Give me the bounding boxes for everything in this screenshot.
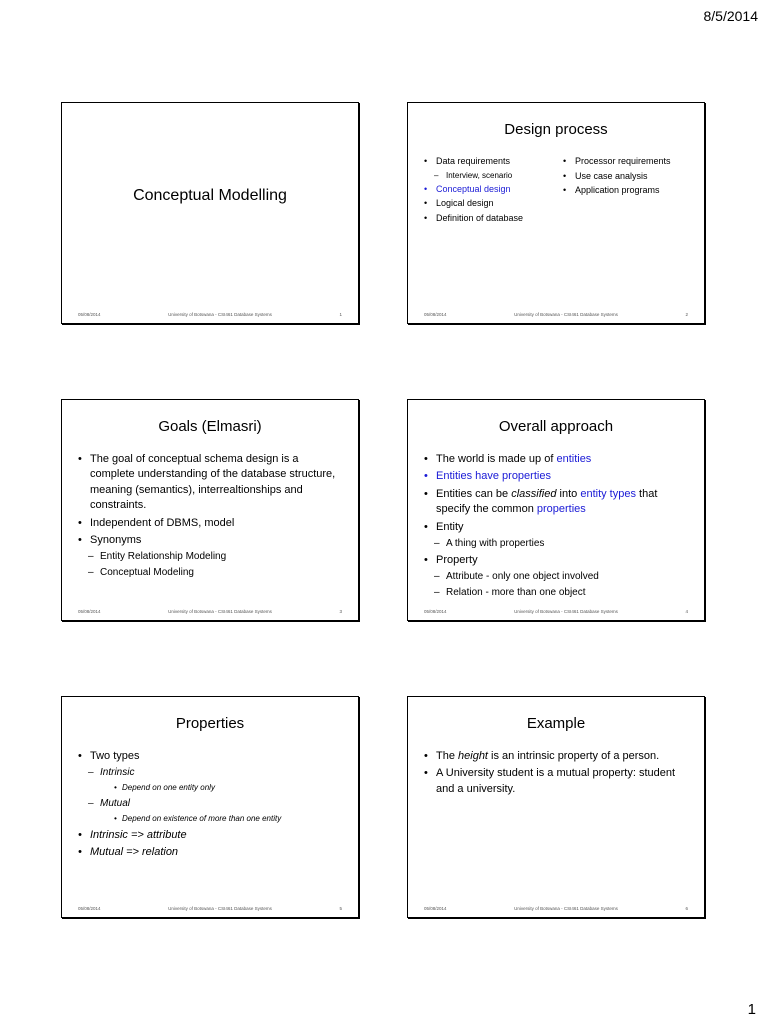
- slide-footer: [78, 312, 342, 317]
- list-item: • Definition of database: [424, 212, 553, 225]
- list-item: • Synonyms: [78, 533, 346, 548]
- slide-footer: [78, 609, 342, 614]
- slide-body: [424, 155, 692, 227]
- slide-number: 2: [685, 312, 688, 317]
- list-item: • Independent of DBMS, model: [78, 516, 346, 531]
- footer-org: University of Botswana - CSI461 Database Systems: [514, 905, 618, 911]
- list-item-text: into: [556, 487, 581, 500]
- footer-org: University of Botswana - CSI461 Database Systems: [168, 905, 272, 911]
- slide-number: 6: [685, 906, 688, 911]
- slide-footer: [424, 609, 688, 614]
- slide-footer: [424, 312, 688, 317]
- list-item-text: The world is made up of: [436, 453, 557, 465]
- slide-5: [61, 696, 359, 918]
- slide-body: [78, 452, 346, 582]
- list-item-emphasis: classified: [511, 487, 557, 500]
- list-item: – Conceptual Modeling: [78, 566, 346, 580]
- footer-org: University of Botswana - CSI461 Database Systems: [168, 311, 272, 317]
- list-item: • Depend on existence of more than one entity: [78, 813, 346, 826]
- page-number: 1: [747, 1001, 756, 1018]
- footer-org: University of Botswana - CSI461 Database Systems: [514, 608, 618, 614]
- footer-date: 05/08/2014: [78, 906, 101, 911]
- slide-4: [407, 399, 705, 621]
- footer-org: University of Botswana - CSI461 Database Systems: [514, 311, 618, 317]
- footer-date: 05/08/2014: [424, 312, 447, 317]
- list-item: • Application programs: [563, 184, 692, 197]
- list-item: – Relation - more than one object: [424, 586, 692, 600]
- slide-footer: [424, 906, 688, 911]
- slide-number: 5: [339, 906, 342, 911]
- bullet-list: [424, 452, 692, 600]
- slide-1: [61, 102, 359, 324]
- list-item: • Two types: [78, 749, 346, 764]
- list-item: • Data requirements: [424, 155, 553, 168]
- list-item-highlight: properties: [536, 503, 586, 516]
- list-item: – Entity Relationship Modeling: [78, 550, 346, 564]
- list-item-highlight: entities: [556, 453, 592, 465]
- slide-6: [407, 696, 705, 918]
- list-item: • Entities have properties: [424, 469, 692, 484]
- slide-title: Overall approach: [498, 418, 614, 435]
- list-item-text: The: [436, 750, 459, 762]
- footer-date: 05/08/2014: [78, 609, 101, 614]
- slide-3: [61, 399, 359, 621]
- slide-number: 3: [339, 609, 342, 614]
- slide-footer: [78, 906, 342, 911]
- slide-number: 1: [339, 312, 342, 317]
- list-item: – Attribute - only one object involved: [424, 570, 692, 584]
- list-item: [424, 452, 692, 467]
- slide-title: Example: [526, 715, 586, 732]
- slide-body: [424, 452, 692, 602]
- slide-body: [78, 749, 346, 863]
- list-item: • Logical design: [424, 197, 553, 210]
- page-date: 8/5/2014: [703, 8, 758, 24]
- list-item: • Depend on one entity only: [78, 782, 346, 795]
- slide-title: Conceptual Modelling: [133, 187, 287, 204]
- slide-title: Goals (Elmasri): [158, 418, 262, 435]
- list-item-text: that specify the common: [436, 487, 658, 516]
- list-item: • Processor requirements: [563, 155, 692, 168]
- slide-title: Design process: [504, 121, 608, 138]
- list-item: • Use case analysis: [563, 170, 692, 183]
- footer-date: 05/08/2014: [78, 312, 101, 317]
- list-item: [424, 749, 692, 764]
- list-item: – Intrinsic: [78, 766, 346, 780]
- list-item: – A thing with properties: [424, 537, 692, 551]
- slide-number: 4: [685, 609, 688, 614]
- bullet-list-left: [424, 155, 553, 227]
- list-item: [424, 487, 692, 518]
- list-item: • Property: [424, 553, 692, 568]
- list-item: • Conceptual design: [424, 183, 553, 196]
- list-item: • Intrinsic => attribute: [78, 828, 346, 843]
- list-item-highlight: entity types: [580, 487, 636, 500]
- slide-body: [424, 749, 692, 799]
- bullet-list: [78, 749, 346, 861]
- list-item: • Entity: [424, 520, 692, 535]
- footer-date: 05/08/2014: [424, 906, 447, 911]
- bullet-list-right: [563, 155, 692, 227]
- list-item: • Mutual => relation: [78, 845, 346, 860]
- list-item: • The goal of conceptual schema design is a complete understanding of the database structure, meaning (semantics), interrealtionships and constraints.: [78, 452, 346, 514]
- slide-2: [407, 102, 705, 324]
- list-item-text: is an intrinsic property of a person.: [488, 750, 660, 762]
- slide-title: Properties: [175, 715, 245, 732]
- list-item: – Interview, scenario: [424, 170, 553, 181]
- footer-date: 05/08/2014: [424, 609, 447, 614]
- list-item: – Mutual: [78, 797, 346, 811]
- bullet-list: [78, 452, 346, 580]
- list-item-emphasis: height: [458, 750, 488, 762]
- bullet-list: [424, 749, 692, 797]
- list-item: • A University student is a mutual property: student and a university.: [424, 766, 692, 797]
- footer-org: University of Botswana - CSI461 Database Systems: [168, 608, 272, 614]
- list-item-text: Entities can be: [436, 487, 512, 500]
